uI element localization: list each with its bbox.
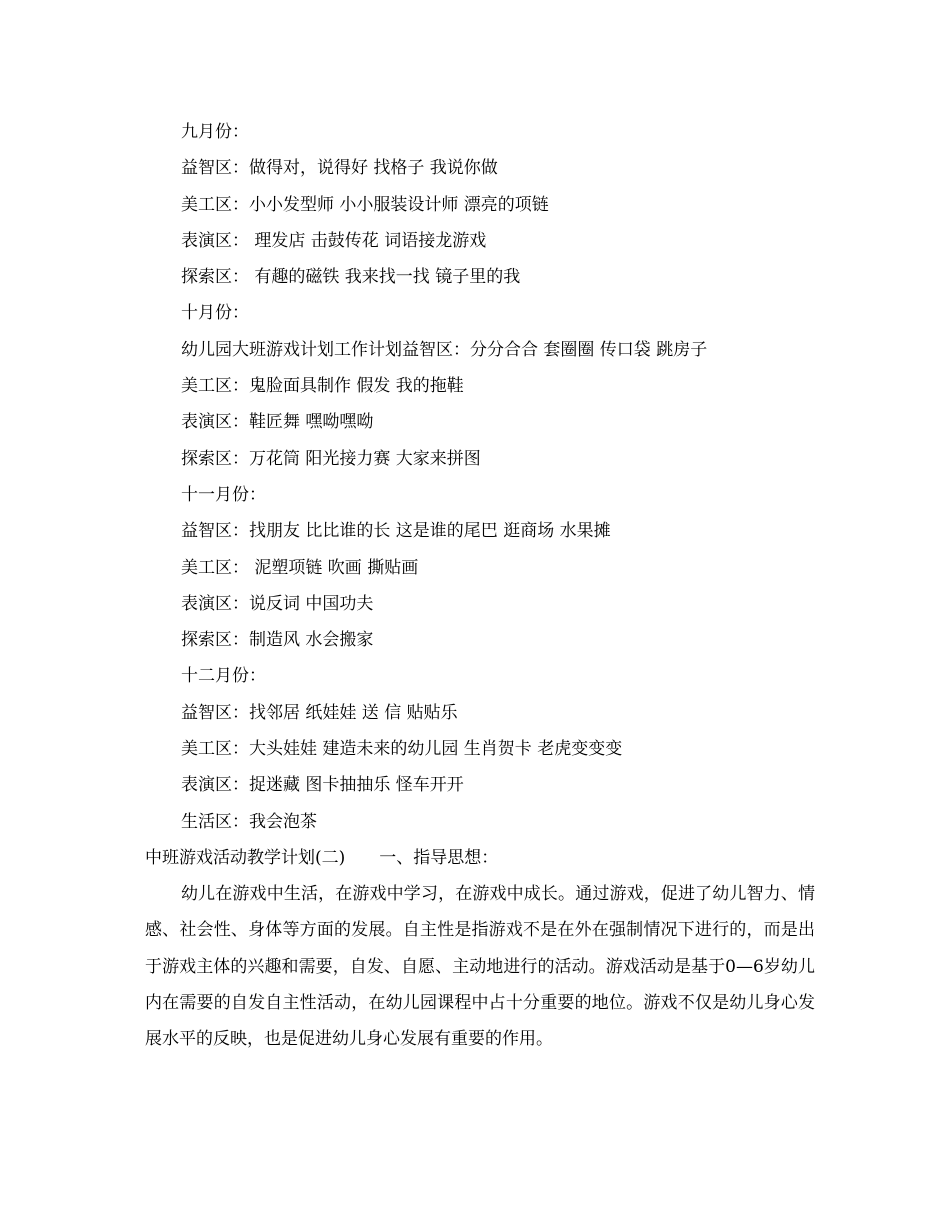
month-heading-september: 九月份： <box>181 122 249 142</box>
plan-line: 美工区：大头娃娃 建造未来的幼儿园 生肖贺卡 老虎变变变 <box>181 739 623 760</box>
plan-line: 表演区：捉迷藏 图卡抽抽乐 怪车开开 <box>181 775 464 796</box>
plan-line: 表演区：鞋匠舞 嘿呦嘿呦 <box>181 412 374 433</box>
month-heading-october: 十月份： <box>181 303 249 324</box>
month-heading-december: 十二月份： <box>181 666 266 687</box>
plan-line: 美工区：小小发型师 小小服装设计师 漂亮的项链 <box>181 194 549 215</box>
plan-line: 美工区：鬼脸面具制作 假发 我的拖鞋 <box>181 376 464 397</box>
plan-line: 生活区：我会泡茶 <box>181 811 317 832</box>
plan-line: 益智区：找邻居 纸娃娃 送 信 贴贴乐 <box>181 702 458 723</box>
plan-line: 表演区：说反词 中国功夫 <box>181 593 374 614</box>
section-heading: 中班游戏活动教学计划(二) 一、指导思想： <box>145 847 499 868</box>
plan-line: 表演区： 理发店 击鼓传花 词语接龙游戏 <box>181 230 487 251</box>
plan-line: 幼儿园大班游戏计划工作计划益智区：分分合合 套圈圈 传口袋 跳房子 <box>181 339 708 360</box>
plan-line: 益智区：找朋友 比比谁的长 这是谁的尾巴 逛商场 水果摊 <box>181 521 611 542</box>
month-heading-november: 十一月份： <box>181 484 266 505</box>
plan-line: 探索区：万花筒 阳光接力赛 大家来拼图 <box>181 448 481 469</box>
plan-list <box>145 114 815 876</box>
plan-line: 美工区： 泥塑项链 吹画 撕贴画 <box>181 557 419 578</box>
guiding-thought-paragraph: 幼儿在游戏中生活，在游戏中学习，在游戏中成长。通过游戏，促进了幼儿智力、情感、社会性、身体等方面的发展。自主性是指游戏不是在外在强制情况下进行的，而是出于游戏主体的兴趣和需要，自发、自愿、主动地进行的活动。游戏活动是基于0—6岁幼儿内在需要的自发自主性活动，在幼儿园课程中占十分重要的地位。游戏不仅是幼儿身心发展水平的反映，也是促进幼儿身心发展有重要的作用。 <box>145 884 815 1050</box>
plan-line: 探索区：制造风 水会搬家 <box>181 630 374 651</box>
plan-line: 探索区： 有趣的磁铁 我来找一找 镜子里的我 <box>181 267 521 288</box>
plan-line: 益智区：做得对，说得好 找格子 我说你做 <box>181 158 498 179</box>
